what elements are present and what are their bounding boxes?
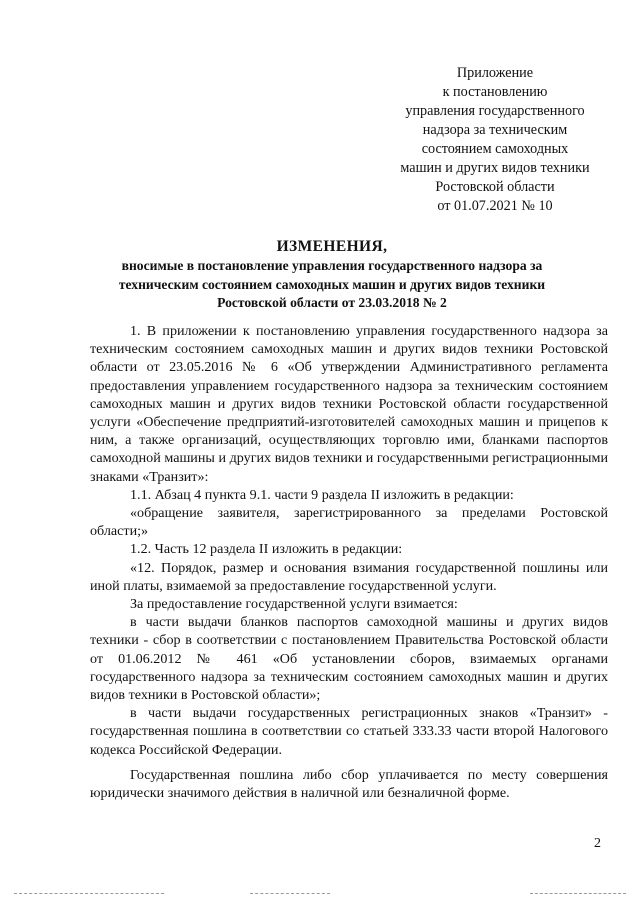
paragraph-payment: Государственная пошлина либо сбор уплачивается по месту совершения юридически значимого действия в наличной или безналичной форме.	[90, 766, 608, 802]
heading-subtitle-line: вносимые в постановление управления государственного надзора за	[121, 258, 543, 273]
page-number: 2	[594, 836, 601, 851]
paragraph-item-1-1: 1.1. Абзац 4 пункта 9.1. части 9 раздела II изложить в редакции:	[130, 486, 514, 503]
footer-divider	[250, 893, 330, 894]
heading-subtitle-line: техническим состоянием самоходных машин и других видов техники	[118, 276, 546, 292]
appendix-block	[380, 64, 610, 216]
appendix-line: надзора за техническим	[422, 122, 568, 138]
paragraph-item-1: 1. В приложении к постановлению управления государственного надзора за техническим состоянием самоходных машин и других видов техники Ростовской области от 23.05.2016 № 6 «Об утверждении Административного регламента предоставления управлением государственного надзора за техническим состоянием самоходных машин и других видов техники Ростовской области государственной услуги «Обеспечение предприятий-изготовителей самоходных машин и прицепов к ним, а также организаций, осуществляющих торговлю ими, бланками паспортов самоходной машины и других видов техники и государственными регистрационными знаками «Транзит»:	[90, 323, 608, 485]
appendix-line: Ростовской области	[435, 179, 555, 195]
paragraph-item-1-2: 1.2. Часть 12 раздела II изложить в редакции:	[130, 541, 403, 558]
paragraph-fee-transit: в части выдачи государственных регистрационных знаков «Транзит» - государственная пошлина в соответствии со статьей 333.33 части второй Налогового кодекса Российской Федерации.	[90, 705, 608, 758]
paragraph-fee-passports: в части выдачи бланков паспортов самоходной машины и других видов техники - сбор в соответствии с постановлением Правительства Ростовской области от 01.06.2012 № 461 «Об установлении сборов, взимаемых органами государственного надзора за техническим состоянием самоходных машин и других видов техники в Ростовской области»;	[90, 614, 608, 704]
appendix-line: от 01.07.2021 № 10	[437, 198, 553, 214]
footer-divider	[14, 893, 164, 894]
appendix-line: состоянием самоходных	[421, 141, 569, 157]
paragraph-fee-intro: За предоставление государственной услуги взимается:	[130, 596, 458, 613]
paragraph-quote: «обращение заявителя, зарегистрированного за пределами Ростовской области;»	[90, 505, 608, 540]
paragraph-part-12: «12. Порядок, размер и основания взимания государственной пошлины или иной платы, взимаемой за предоставление государственной услуги.	[90, 559, 608, 594]
heading-title: ИЗМЕНЕНИЯ,	[276, 238, 388, 255]
document-heading	[92, 236, 572, 313]
appendix-line: машин и других видов техники	[400, 160, 590, 176]
appendix-line: к постановлению	[442, 84, 548, 100]
footer-divider	[530, 893, 626, 894]
heading-subtitle-line: Ростовской области от 23.03.2018 № 2	[217, 295, 447, 310]
document-body	[90, 322, 608, 802]
appendix-line: Приложение	[456, 65, 534, 81]
appendix-line: управления государственного	[405, 103, 585, 119]
